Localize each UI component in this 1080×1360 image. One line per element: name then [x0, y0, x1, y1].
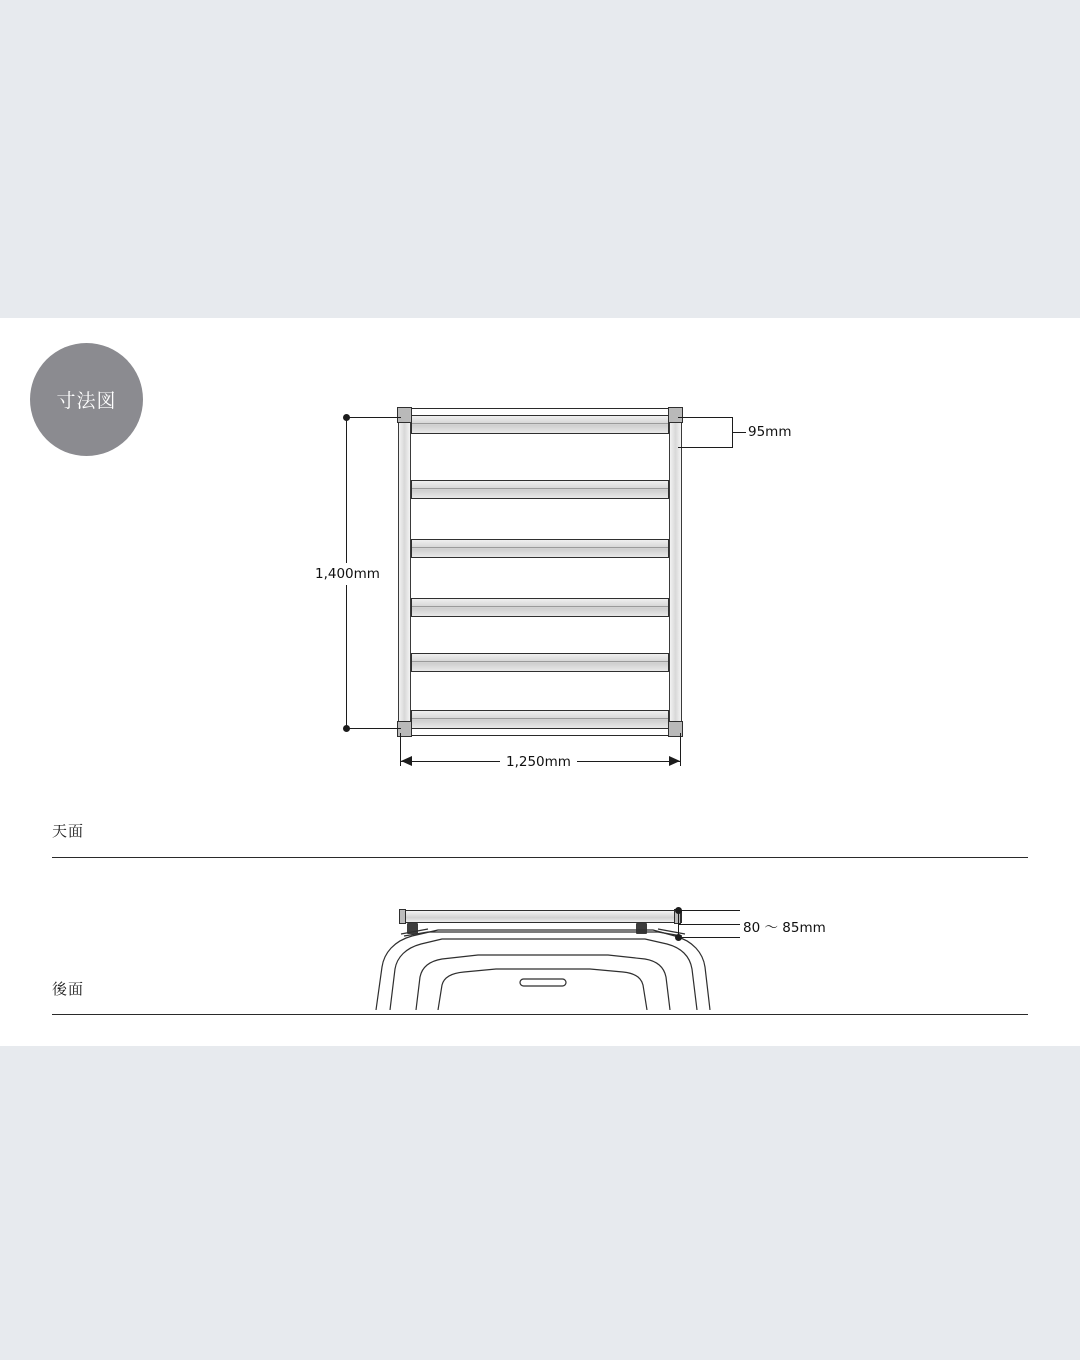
extension-line-bottom: [346, 728, 401, 729]
section-label-rear-face: 後面: [52, 980, 85, 998]
rack-side-rail-left: [398, 408, 411, 736]
rear-view-drawing: [368, 905, 826, 1010]
thickness-dimension-label: 95mm: [748, 424, 792, 440]
rack-slat: [411, 539, 669, 558]
rack-slat: [411, 653, 669, 672]
extension-line-thickness-bottom: [678, 447, 733, 448]
rack-slat: [411, 710, 669, 729]
divider-top-face: [52, 857, 1028, 858]
extension-line-clearance-top: [678, 910, 740, 911]
roof-rack-top-view: [398, 408, 682, 736]
arrow-left-icon: [401, 756, 412, 766]
clearance-dimension-label: 80 〜 85mm: [743, 920, 826, 936]
section-badge-label: 寸法図: [56, 390, 117, 412]
section-label-top-face: 天面: [52, 822, 85, 840]
vehicle-rear-outline: [368, 905, 718, 1010]
rack-corner-bracket: [668, 407, 683, 423]
dimension-dot-icon: [675, 907, 682, 914]
rack-slat: [411, 480, 669, 499]
rack-corner-bracket: [397, 407, 412, 423]
divider-rear-face: [52, 1014, 1028, 1015]
rack-slat: [411, 415, 669, 434]
height-dimension-label: 1,400mm: [313, 563, 382, 585]
width-dimension-label: 1,250mm: [500, 754, 577, 770]
extension-line-top: [346, 417, 401, 418]
rack-frame: [398, 408, 682, 736]
section-badge: [30, 343, 143, 456]
rack-side-rail-right: [669, 408, 682, 736]
dimension-dot-icon: [675, 934, 682, 941]
rack-slat: [411, 598, 669, 617]
arrow-right-icon: [669, 756, 680, 766]
extension-line-clearance-bottom: [678, 937, 740, 938]
leader-line-thickness: [732, 432, 746, 433]
extension-line-thickness-top: [678, 417, 733, 418]
leader-line-clearance: [678, 924, 740, 925]
